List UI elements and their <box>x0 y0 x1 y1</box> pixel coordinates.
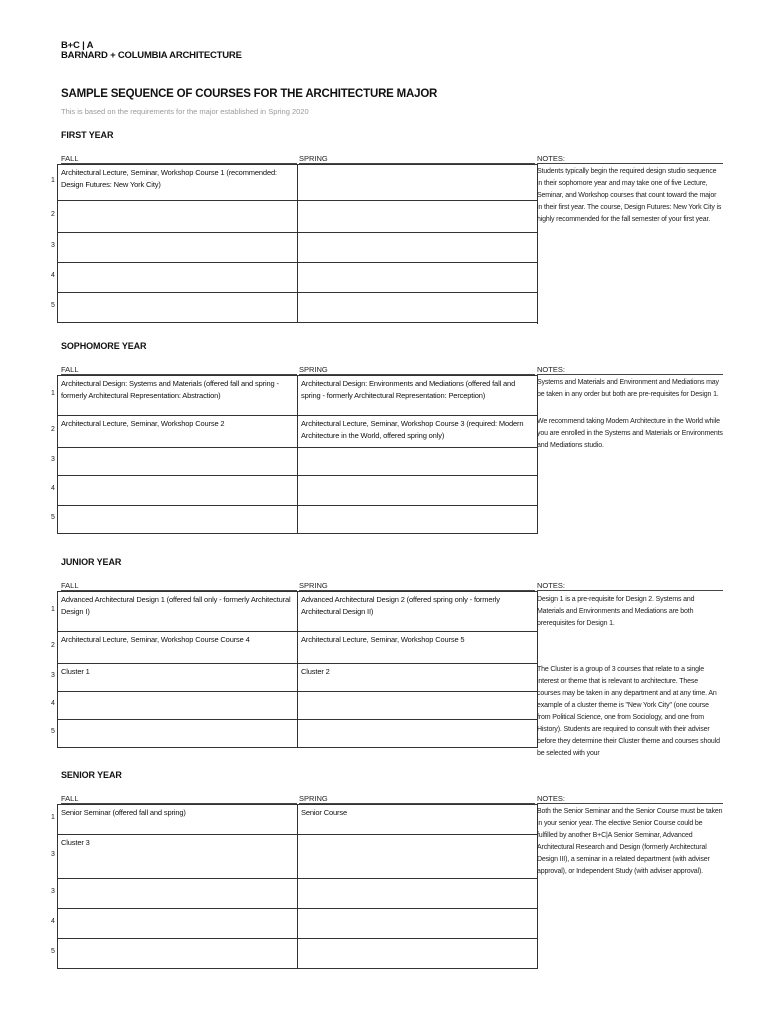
table-row <box>58 592 538 632</box>
notes-text: Design 1 is a pre-requisite for Design 2. Systems and Materials and Environments and Mediations are both prerequisites for Design 1. <box>537 596 695 627</box>
table-row <box>58 165 538 201</box>
row-number: 2 <box>51 642 55 649</box>
table-row <box>58 506 538 534</box>
spring-course-cell[interactable] <box>298 201 538 233</box>
row-number: 1 <box>51 606 55 613</box>
fall-course-cell[interactable]: Senior Seminar (offered fall and spring) <box>58 805 298 835</box>
fall-course-cell[interactable]: Advanced Architectural Design 1 (offered fall only - formerly Architectural Design I) <box>58 592 298 632</box>
spring-course-cell[interactable] <box>298 233 538 263</box>
fall-course-cell[interactable]: Cluster 3 <box>58 835 298 879</box>
spring-course-cell[interactable] <box>298 879 538 909</box>
spring-course-cell[interactable] <box>298 476 538 506</box>
fall-course-cell[interactable] <box>58 692 298 720</box>
fall-course-cell[interactable] <box>58 506 298 534</box>
fall-course-cell[interactable] <box>58 909 298 939</box>
spring-column-header: SPRING <box>299 794 328 803</box>
fall-course-cell[interactable] <box>58 879 298 909</box>
course-table <box>57 164 538 323</box>
spring-course-cell[interactable] <box>298 939 538 969</box>
fall-course-cell[interactable]: Architectural Lecture, Seminar, Workshop Course 2 <box>58 416 298 448</box>
table-row <box>58 939 538 969</box>
spring-column-header: SPRING <box>299 154 328 163</box>
spring-course-cell[interactable]: Architectural Lecture, Seminar, Workshop Course 3 (required: Modern Architecture in the World, offered spring only) <box>298 416 538 448</box>
table-row <box>58 664 538 692</box>
fall-column-header: FALL <box>61 794 79 803</box>
table-row <box>58 416 538 448</box>
table-row <box>58 448 538 476</box>
row-number: 2 <box>51 426 55 433</box>
spring-course-cell[interactable] <box>298 909 538 939</box>
spring-course-cell[interactable] <box>298 263 538 293</box>
spring-course-cell[interactable]: Architectural Design: Environments and Mediations (offered fall and spring - formerly Architectural Representation: Perception) <box>298 376 538 416</box>
spring-course-cell[interactable] <box>298 506 538 534</box>
row-number: 3 <box>51 851 55 858</box>
spring-course-cell[interactable]: Advanced Architectural Design 2 (offered spring only - formerly Architectural Design II) <box>298 592 538 632</box>
fall-course-cell[interactable] <box>58 476 298 506</box>
course-table <box>57 804 538 969</box>
row-number: 4 <box>51 485 55 492</box>
fall-course-cell[interactable] <box>58 448 298 476</box>
notes-text: Students typically begin the required design studio sequence in their sophomore year and may take one of five Lecture, Seminar, and Workshop courses that count toward the major in their first year. The course, Design Futures: New York City is highly recommended for the fall semester of your first year. <box>537 168 722 223</box>
spring-course-cell[interactable]: Architectural Lecture, Seminar, Workshop Course 5 <box>298 632 538 664</box>
row-number: 1 <box>51 814 55 821</box>
org-name: BARNARD + COLUMBIA ARCHITECTURE <box>61 50 242 61</box>
year-title: JUNIOR YEAR <box>61 557 122 567</box>
spring-column-header: SPRING <box>299 581 328 590</box>
notes-column-header: NOTES: <box>537 365 565 374</box>
spring-column-header: SPRING <box>299 365 328 374</box>
course-table <box>57 375 538 534</box>
fall-course-cell[interactable]: Architectural Lecture, Seminar, Workshop Course 1 (recommended: Design Futures: New York City) <box>58 165 298 201</box>
row-number: 3 <box>51 456 55 463</box>
notes-text: We recommend taking Modern Architecture in the World while you are enrolled in the Systems and Materials or Environments and Mediations studio. <box>537 418 723 449</box>
table-row <box>58 201 538 233</box>
notes-column-header: NOTES: <box>537 794 565 803</box>
logo-text: B+C | A <box>61 40 94 51</box>
year-title: SENIOR YEAR <box>61 770 122 780</box>
fall-course-cell[interactable] <box>58 939 298 969</box>
spring-course-cell[interactable] <box>298 720 538 748</box>
table-row <box>58 476 538 506</box>
fall-course-cell[interactable] <box>58 293 298 323</box>
spring-course-cell[interactable] <box>298 692 538 720</box>
fall-course-cell[interactable] <box>58 201 298 233</box>
table-row <box>58 692 538 720</box>
fall-course-cell[interactable]: Architectural Design: Systems and Materials (offered fall and spring - formerly Architectural Representation: Abstraction) <box>58 376 298 416</box>
table-row <box>58 263 538 293</box>
table-row <box>58 835 538 879</box>
fall-column-header: FALL <box>61 154 79 163</box>
fall-column-header: FALL <box>61 581 79 590</box>
row-number: 4 <box>51 272 55 279</box>
table-row <box>58 805 538 835</box>
table-row <box>58 909 538 939</box>
notes-text: Both the Senior Seminar and the Senior Course must be taken in your senior year. The elective Senior Course could be fulfilled by another B+C|A Senior Seminar, Advanced Architectural Research and Design (formerly Architectural Design III), a seminar in a related department (with adviser approval), or Independent Study (with adviser approval). <box>537 808 723 875</box>
notes-column-header: NOTES: <box>537 154 565 163</box>
table-row <box>58 376 538 416</box>
table-row <box>58 720 538 748</box>
fall-course-cell[interactable]: Cluster 1 <box>58 664 298 692</box>
fall-course-cell[interactable]: Architectural Lecture, Seminar, Workshop Course Course 4 <box>58 632 298 664</box>
course-table <box>57 591 538 748</box>
notes-text: The Cluster is a group of 3 courses that relate to a single interest or theme that is relevant to architecture. These courses may be taken in any department and at any time. An example of a cluster theme is "New York City" (one course from Political Science, one from Sociology, and one from History). Students are required to consult with their adviser before they determine their Cluster theme and courses should be selected with your <box>537 666 720 757</box>
row-number: 3 <box>51 242 55 249</box>
notes-text: Systems and Materials and Environment and Mediations may be taken in any order but both are pre-requisites for Design 1. <box>537 379 719 398</box>
row-number: 5 <box>51 514 55 521</box>
row-number: 1 <box>51 390 55 397</box>
row-number: 1 <box>51 177 55 184</box>
row-number: 5 <box>51 728 55 735</box>
spring-course-cell[interactable] <box>298 448 538 476</box>
year-title: FIRST YEAR <box>61 130 114 140</box>
fall-column-header: FALL <box>61 365 79 374</box>
row-number: 3 <box>51 888 55 895</box>
row-number: 5 <box>51 302 55 309</box>
spring-course-cell[interactable]: Cluster 2 <box>298 664 538 692</box>
spring-course-cell[interactable] <box>298 165 538 201</box>
table-row <box>58 632 538 664</box>
table-row <box>58 233 538 263</box>
row-number: 4 <box>51 918 55 925</box>
page-title: SAMPLE SEQUENCE OF COURSES FOR THE ARCHITECTURE MAJOR <box>61 88 438 100</box>
table-row <box>58 879 538 909</box>
spring-course-cell[interactable]: Senior Course <box>298 805 538 835</box>
row-number: 5 <box>51 948 55 955</box>
row-number: 2 <box>51 211 55 218</box>
fall-course-cell[interactable] <box>58 233 298 263</box>
table-row <box>58 293 538 323</box>
spring-course-cell[interactable] <box>298 835 538 879</box>
year-title: SOPHOMORE YEAR <box>61 341 147 351</box>
row-number: 3 <box>51 672 55 679</box>
row-number: 4 <box>51 700 55 707</box>
fall-course-cell[interactable] <box>58 720 298 748</box>
notes-column-header: NOTES: <box>537 581 565 590</box>
page-subtitle: This is based on the requirements for the major established in Spring 2020 <box>61 107 309 116</box>
fall-course-cell[interactable] <box>58 263 298 293</box>
spring-course-cell[interactable] <box>298 293 538 323</box>
